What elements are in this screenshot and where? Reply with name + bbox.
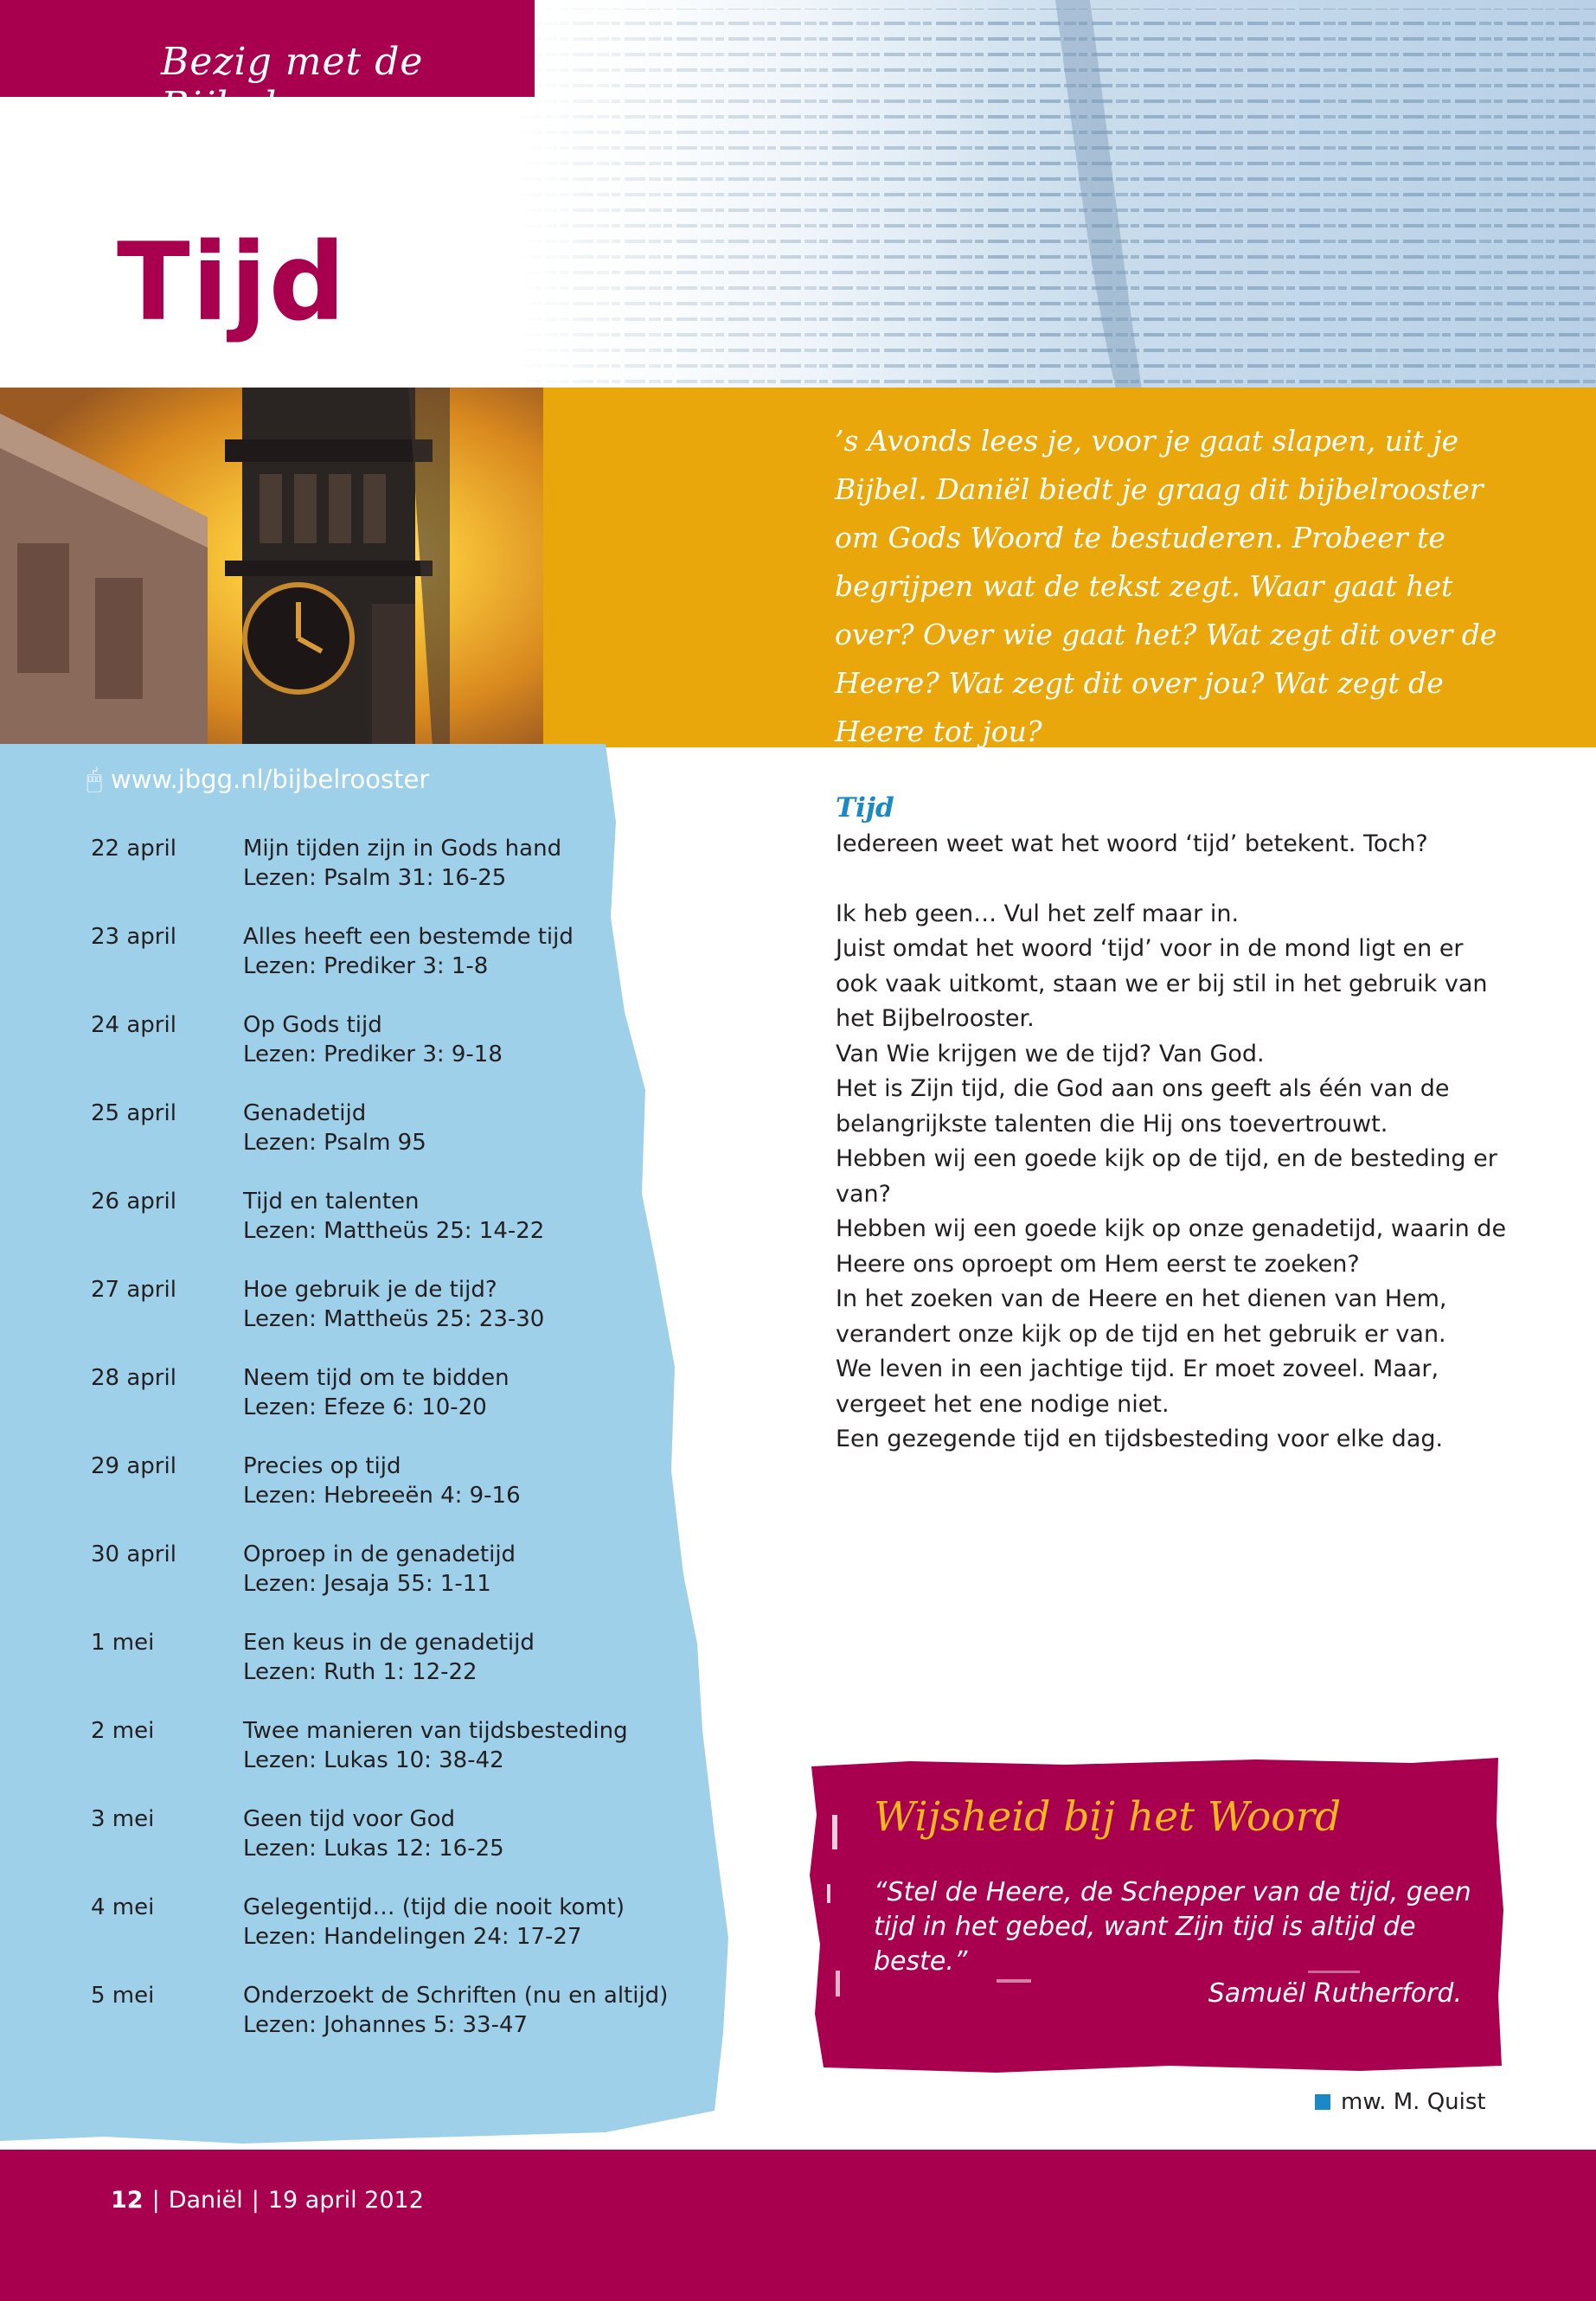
website-link[interactable] (87, 765, 429, 795)
section-tab (0, 0, 535, 128)
author-name: mw. M. Quist (1341, 2089, 1486, 2115)
quote-title: Wijsheid bij het Woord (874, 1793, 1342, 1841)
schedule-date: 2 mei (91, 1718, 155, 1744)
reading-schedule (91, 834, 714, 2069)
schedule-reading: Lezen: Lukas 10: 38-42 (243, 1747, 504, 1773)
schedule-title: Twee manieren van tijdsbesteding (243, 1718, 628, 1744)
schedule-item (91, 1628, 714, 1716)
footer-separator: | (151, 2187, 160, 2214)
schedule-date: 24 april (91, 1012, 176, 1038)
schedule-reading: Lezen: Handelingen 24: 17-27 (243, 1924, 582, 1950)
article-paragraph: Een gezegende tijd en tijdsbesteding voor elke dag. (836, 1426, 1444, 1452)
article-paragraph: Ik heb geen… Vul het zelf maar in. (836, 900, 1240, 927)
schedule-item (91, 1716, 714, 1804)
schedule-item (91, 1981, 714, 2069)
article-paragraph: Juist omdat het woord ‘tijd’ voor in de mond ligt en er ook vaak uitkomt, staan we er bij stil in het gebruik van het Bijbelrooster. (836, 935, 1488, 1032)
section-label: Bezig met de Bijbel (161, 40, 424, 128)
schedule-date: 4 mei (91, 1894, 155, 1920)
schedule-reading: Lezen: Mattheüs 25: 23-30 (243, 1306, 545, 1332)
article-paragraph: Van Wie krijgen we de tijd? Van God. (836, 1040, 1265, 1067)
schedule-title: Onderzoekt de Schriften (nu en altijd) (243, 1983, 669, 2009)
schedule-item (91, 1540, 714, 1628)
article-paragraph: Iedereen weet wat het woord ‘tijd’ betekent. Toch? (836, 830, 1428, 857)
schedule-reading: Lezen: Hebreeën 4: 9-16 (243, 1483, 521, 1509)
schedule-reading: Lezen: Johannes 5: 33-47 (243, 2012, 529, 2038)
schedule-item (91, 1099, 714, 1187)
schedule-date: 5 mei (91, 1983, 155, 2009)
schedule-title: Genadetijd (243, 1100, 367, 1126)
article-paragraph: Hebben wij een goede kijk op de tijd, en de besteding er van? (836, 1145, 1497, 1208)
quote-author: Samuël Rutherford. (1208, 1978, 1462, 2009)
schedule-date: 25 april (91, 1100, 176, 1126)
bible-photo (519, 0, 1596, 389)
schedule-reading: Lezen: Ruth 1: 12-22 (243, 1659, 478, 1685)
schedule-item (91, 1187, 714, 1275)
schedule-item (91, 1010, 714, 1099)
article-paragraph: Het is Zijn tijd, die God aan ons geeft als één van de belangrijkste talenten die Hij ons toevertrouwt. (836, 1075, 1450, 1138)
page-number: 12 (111, 2187, 144, 2214)
schedule-title: Geen tijd voor God (243, 1806, 456, 1832)
article-paragraph: In het zoeken van de Heere en het dienen van Hem, verandert onze kijk op de tijd en het gebruik er van. (836, 1285, 1447, 1348)
page-title: Tijd (117, 221, 348, 345)
schedule-title: Hoe gebruik je de tijd? (243, 1277, 497, 1303)
schedule-item (91, 1275, 714, 1363)
schedule-reading: Lezen: Jesaja 55: 1-11 (243, 1571, 491, 1597)
schedule-reading: Lezen: Prediker 3: 1-8 (243, 953, 489, 979)
schedule-date: 27 april (91, 1277, 176, 1303)
schedule-item (91, 1804, 714, 1893)
article-paragraph: We leven in een jachtige tijd. Er moet zoveel. Maar, vergeet het ene nodige niet. (836, 1356, 1439, 1418)
schedule-date: 22 april (91, 836, 176, 862)
mouse-icon: 🖱 (87, 765, 102, 795)
footer-text (111, 2187, 424, 2214)
schedule-title: Op Gods tijd (243, 1012, 382, 1038)
schedule-item (91, 1452, 714, 1540)
schedule-title: Oproep in de genadetijd (243, 1541, 516, 1567)
schedule-reading: Lezen: Psalm 31: 16-25 (243, 865, 507, 891)
schedule-reading: Lezen: Lukas 12: 16-25 (243, 1836, 504, 1862)
author-credit (1315, 2089, 1486, 2115)
schedule-title: Alles heeft een bestemde tijd (243, 924, 574, 950)
schedule-item (91, 1893, 714, 1981)
intro-text: ’s Avonds lees je, voor je gaat slapen, uit je Bijbel. Daniël biedt je graag dit bijbelrooster om Gods Woord te bestuderen. Probeer te begrijpen wat de tekst zegt. Waar gaat het over? Over wie gaat het? Wat zegt dit over de Heere? Wat zegt dit over jou? Wat zegt de Heere tot jou? (835, 424, 1497, 748)
schedule-title: Tijd en talenten (243, 1189, 420, 1215)
schedule-item (91, 922, 714, 1010)
schedule-date: 28 april (91, 1365, 176, 1391)
website-url[interactable]: www.jbgg.nl/bijbelrooster (111, 765, 430, 794)
schedule-title: Neem tijd om te bidden (243, 1365, 510, 1391)
schedule-title: Precies op tijd (243, 1453, 401, 1479)
schedule-date: 26 april (91, 1189, 176, 1215)
schedule-date: 30 april (91, 1541, 176, 1567)
schedule-reading: Lezen: Prediker 3: 9-18 (243, 1042, 503, 1067)
footer (0, 2150, 1596, 2301)
schedule-title: Een keus in de genadetijd (243, 1630, 535, 1656)
footer-separator: | (251, 2187, 260, 2214)
schedule-title: Mijn tijden zijn in Gods hand (243, 836, 562, 862)
magazine-name: Daniël (168, 2187, 243, 2214)
schedule-date: 3 mei (91, 1806, 155, 1832)
schedule-reading: Lezen: Psalm 95 (243, 1130, 426, 1156)
schedule-title: Gelegentijd… (tijd die nooit komt) (243, 1894, 625, 1920)
schedule-item (91, 1363, 714, 1452)
clock-tower-photo (0, 388, 547, 747)
issue-date: 19 april 2012 (267, 2187, 424, 2214)
schedule-date: 1 mei (91, 1630, 155, 1656)
schedule-reading: Lezen: Mattheüs 25: 14-22 (243, 1218, 545, 1244)
article (836, 789, 1510, 1458)
schedule-date: 29 april (91, 1453, 176, 1479)
schedule-item (91, 834, 714, 922)
article-paragraph: Hebben wij een goede kijk op onze genadetijd, waarin de Heere ons oproept om Hem eerst te zoeken? (836, 1215, 1507, 1278)
schedule-reading: Lezen: Efeze 6: 10-20 (243, 1394, 487, 1420)
quote-text: “Stel de Heere, de Schepper van de tijd, geen tijd in het gebed, want Zijn tijd is altijd de beste.” (874, 1877, 1471, 1977)
square-bullet-icon (1315, 2094, 1330, 2110)
article-heading: Tijd (836, 792, 894, 824)
schedule-date: 23 april (91, 924, 176, 950)
